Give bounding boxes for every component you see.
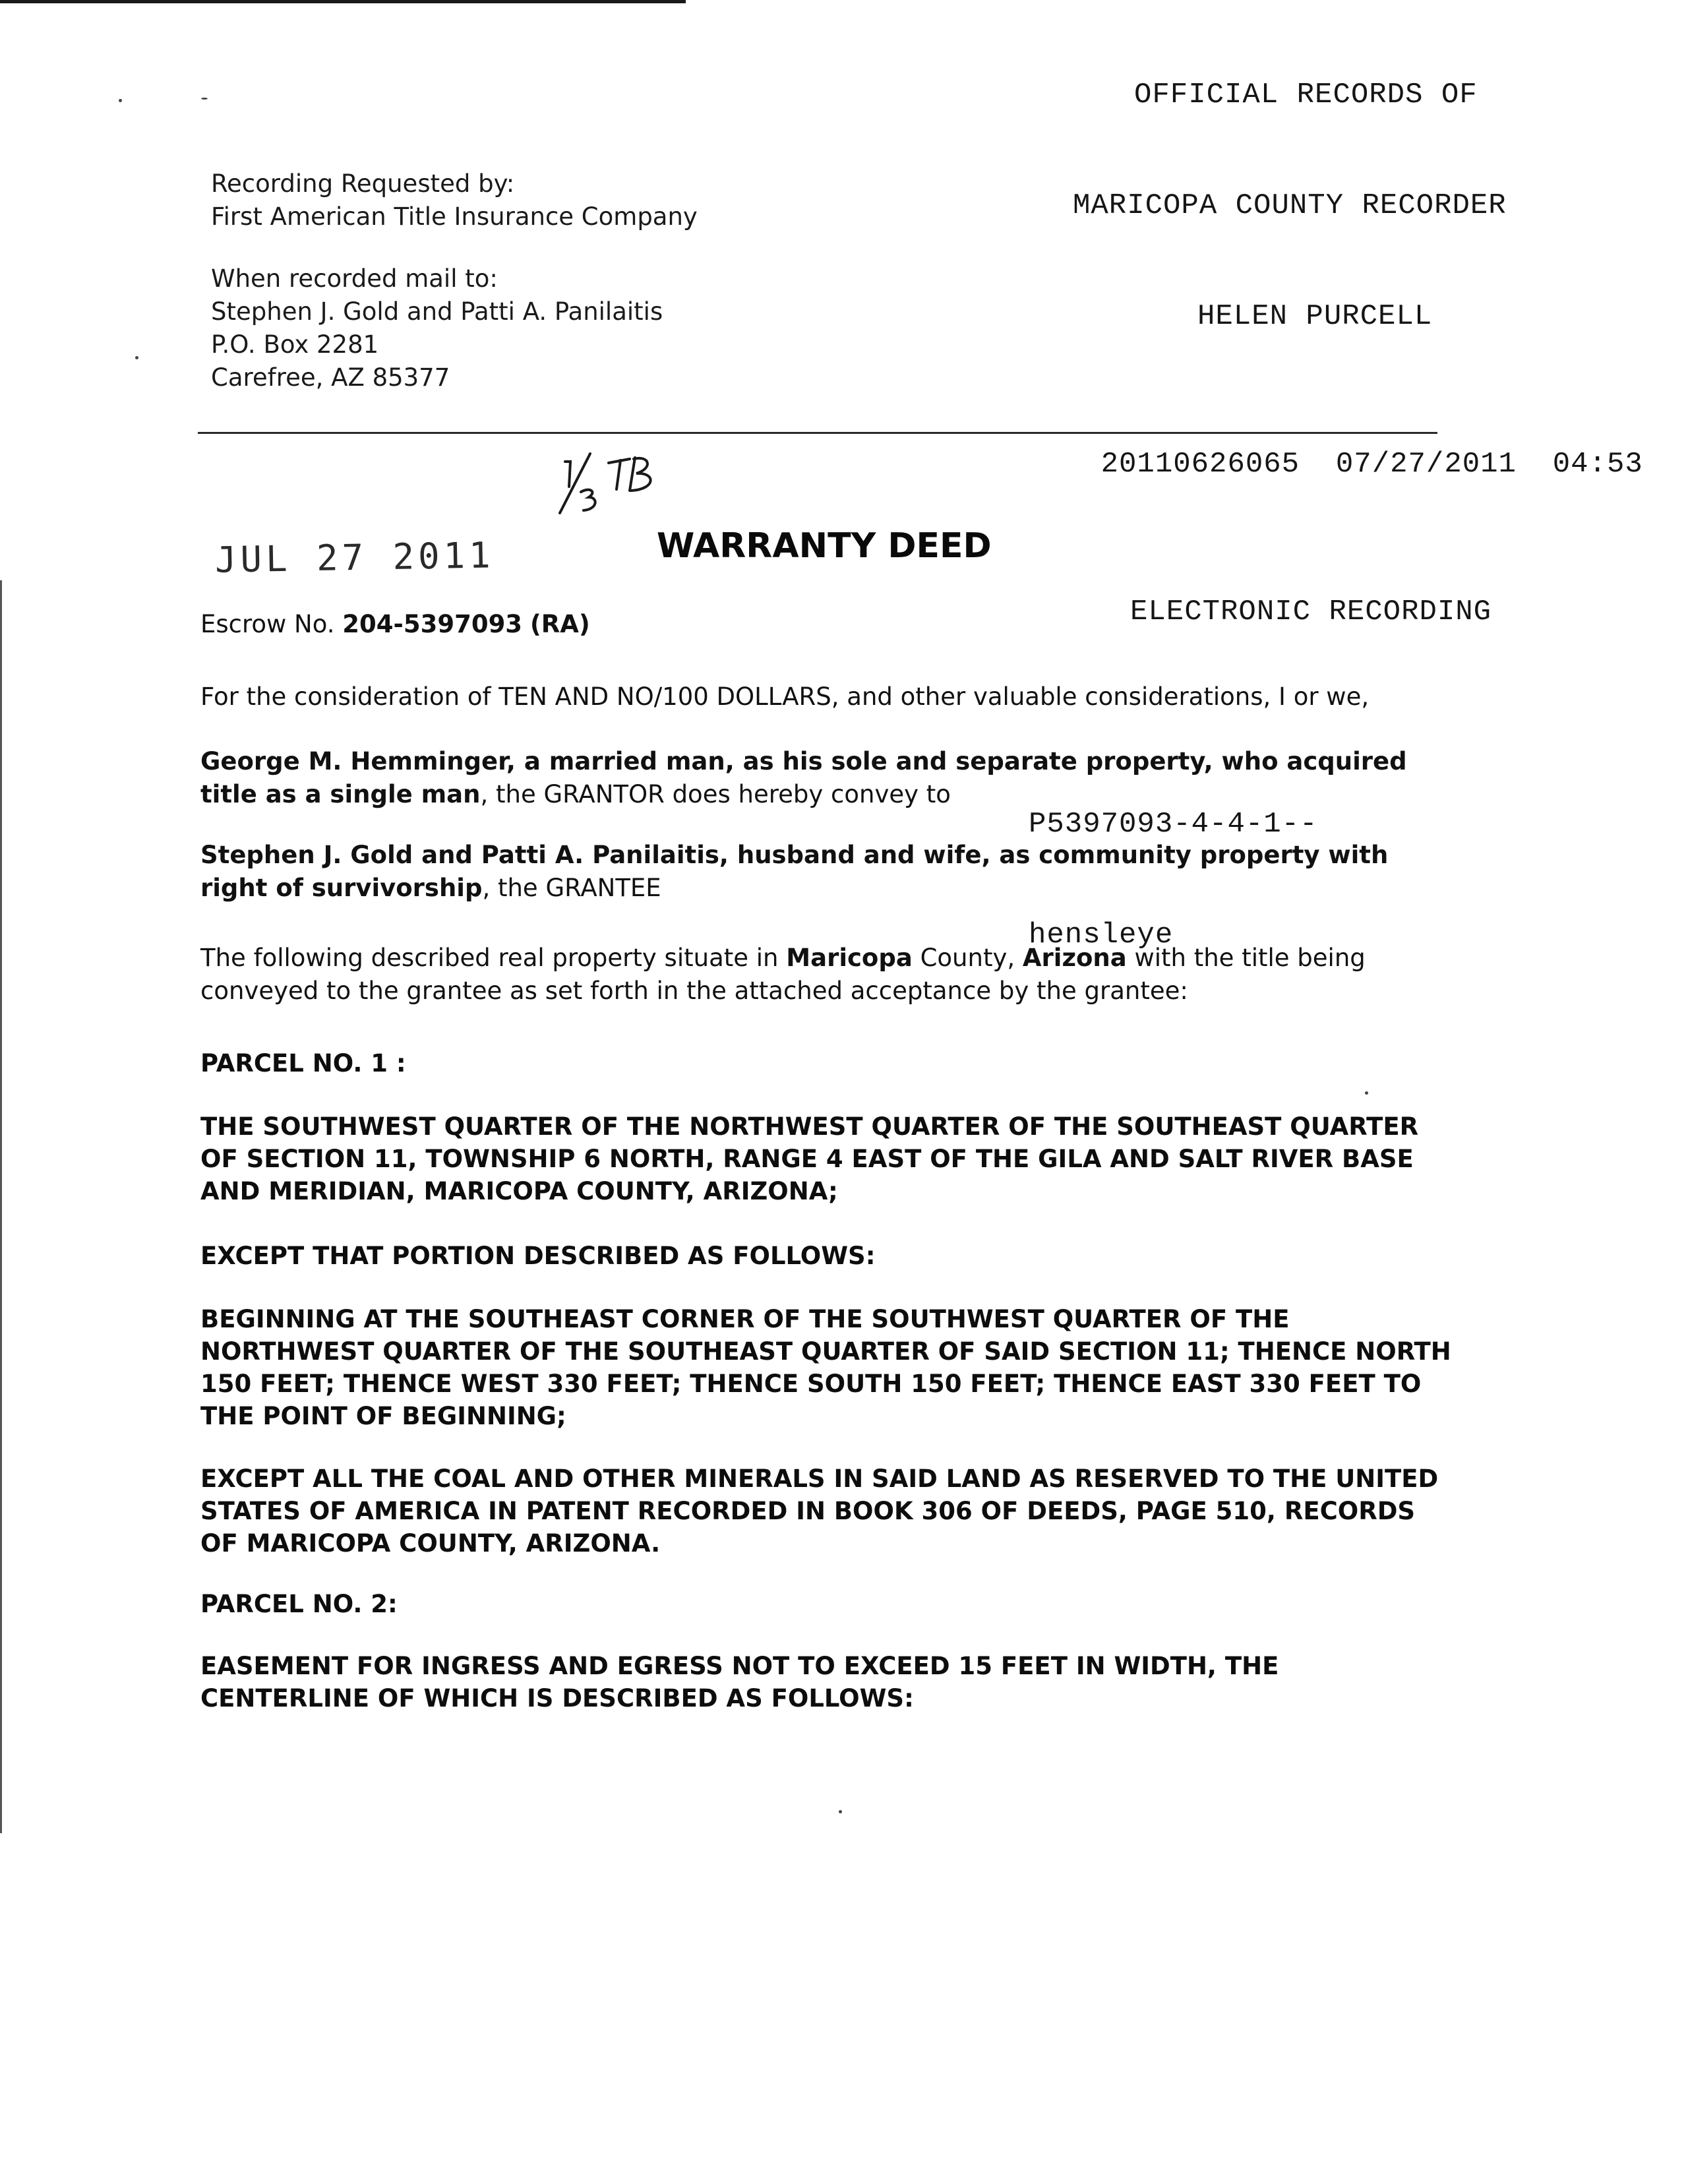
scan-speck <box>201 98 208 100</box>
recording-method: ELECTRONIC RECORDING <box>1130 595 1492 628</box>
mail-to-name: Stephen J. Gold and Patti A. Panilaitis <box>211 297 663 326</box>
header-divider <box>198 432 1437 434</box>
property-text-1: The following described real property situate in <box>200 944 787 972</box>
received-date-stamp: JUL 27 2011 <box>214 534 495 581</box>
escrow-label: Escrow No. <box>200 610 335 638</box>
handwritten-fraction-mark <box>560 454 595 513</box>
parcel-2-description: EASEMENT FOR INGRESS AND EGRESS NOT TO EXCEED 15 FEET IN WIDTH, THE CENTERLINE OF WHICH IS DESCRIBED AS FOLLOWS: <box>200 1652 1279 1713</box>
mail-to-address-2: Carefree, AZ 85377 <box>211 363 450 392</box>
scan-left-edge <box>0 580 2 1833</box>
grantor-clause <box>200 745 1453 811</box>
exception-2-description: EXCEPT ALL THE COAL AND OTHER MINERALS IN SAID LAND AS RESERVED TO THE UNITED STATES OF AMERICA IN PATENT RECORDED IN BOOK 306 OF DEEDS, PAGE 510, RECORDS OF MARICOPA COUNTY, ARIZONA. <box>200 1465 1439 1558</box>
escrow-number: 204-5397093 <box>342 610 523 638</box>
clerk-id: hensleye <box>1029 919 1174 952</box>
grantee-clause <box>200 839 1453 905</box>
record-number: 20110626065 <box>1100 448 1300 481</box>
exception-1-heading: EXCEPT THAT PORTION DESCRIBED AS FOLLOWS: <box>200 1242 876 1270</box>
scan-speck <box>1365 1091 1368 1095</box>
recording-requested-block <box>211 167 698 394</box>
grantee-name: Stephen J. Gold and Patti A. Panilaitis, husband and wife, as community property with right of survivorship <box>200 841 1389 902</box>
mail-to-label: When recorded mail to: <box>211 264 498 293</box>
document-title: WARRANTY DEED <box>657 526 992 566</box>
record-date: 07/27/2011 <box>1335 448 1517 481</box>
parcel-1-heading: PARCEL NO. 1 : <box>200 1049 406 1077</box>
property-clause <box>200 942 1453 1008</box>
property-text-3: with the title being conveyed to the grantee as set forth in the attached acceptance by the grantee: <box>200 944 1366 1005</box>
parcel-1-description: THE SOUTHWEST QUARTER OF THE NORTHWEST QUARTER OF THE SOUTHEAST QUARTER OF SECTION 11, TOWNSHIP 6 NORTH, RANGE 4 EAST OF THE GILA AND SALT RIVER BASE AND MERIDIAN, MARICOPA COUNTY, ARIZONA; <box>200 1112 1419 1205</box>
recording-info-line <box>1029 409 1662 520</box>
record-time: 04:53 <box>1552 448 1643 481</box>
scan-speck <box>839 1810 842 1813</box>
property-state: Arizona <box>1022 944 1127 972</box>
scan-speck <box>119 99 122 102</box>
parcel-2-heading: PARCEL NO. 2: <box>200 1590 398 1618</box>
escrow-line <box>200 608 1447 641</box>
recorder-line-2: MARICOPA COUNTY RECORDER <box>1073 189 1507 222</box>
escrow-code: (RA) <box>529 610 590 638</box>
handwritten-initials-mark <box>609 458 651 491</box>
grantee-text: , the GRANTEE <box>482 874 661 902</box>
document-code: P5397093-4-4-1-- <box>1029 808 1318 841</box>
grantor-name: George M. Hemminger, a married man, as his sole and separate property, who acquired title as a single man <box>200 747 1407 808</box>
requested-by-company: First American Title Insurance Company <box>211 202 698 231</box>
property-text-2: County, <box>912 944 1023 972</box>
recorder-line-3: HELEN PURCELL <box>1197 300 1433 333</box>
requested-by-label: Recording Requested by: <box>211 169 515 198</box>
grantor-text: , the GRANTOR does hereby convey to <box>480 780 951 808</box>
property-county: Maricopa <box>786 944 913 972</box>
scan-speck <box>135 356 138 359</box>
exception-1-description: BEGINNING AT THE SOUTHEAST CORNER OF THE SOUTHWEST QUARTER OF THE NORTHWEST QUARTER OF THE SOUTHEAST QUARTER OF SAID SECTION 11; THENCE NORTH 150 FEET; THENCE WEST 330 FEET; THENCE SOUTH 150 FEET; THENCE EAST 330 FEET TO THE POINT OF BEGINNING; <box>200 1305 1451 1430</box>
mail-to-address-1: P.O. Box 2281 <box>211 330 379 359</box>
handwritten-annotation <box>551 448 682 521</box>
recorder-line-1: OFFICIAL RECORDS OF <box>1134 78 1478 111</box>
consideration-clause: For the consideration of TEN AND NO/100 DOLLARS, and other valuable considerations, I or we, <box>200 682 1370 711</box>
scan-top-border <box>0 0 686 3</box>
